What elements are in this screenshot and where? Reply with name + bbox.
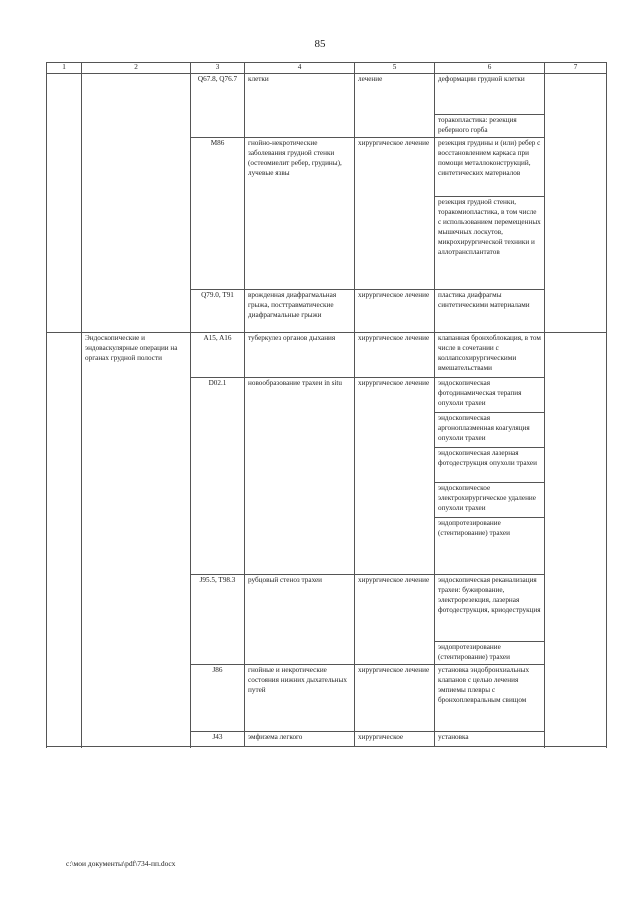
diagnosis-cell: гнойные и некротические состояния нижних дыхательных путей bbox=[245, 665, 355, 732]
treatment-type-cell: хирургическое лечение bbox=[355, 665, 435, 732]
method-cell: резекция грудины и (или) ребер с восстановлением каркаса при помощи металлоконструкций, синтетических материалов bbox=[435, 138, 545, 197]
icd-code-cell: Q79.0, T91 bbox=[191, 290, 245, 333]
treatment-type-cell: хирургическое лечение bbox=[355, 378, 435, 575]
header-cell: 2 bbox=[82, 63, 191, 74]
method-cell: эндоскопическая реканализация трахеи: бужирование, электрорезекция, лазерная фотодеструкция, криодеструкция bbox=[435, 575, 545, 642]
treatment-type-cell: лечение bbox=[355, 74, 435, 138]
icd-code-cell: J86 bbox=[191, 665, 245, 732]
diagnosis-cell: клетки bbox=[245, 74, 355, 138]
header-cell: 5 bbox=[355, 63, 435, 74]
method-cell: эндоскопическая лазерная фотодеструкция опухоли трахеи bbox=[435, 448, 545, 483]
table-row bbox=[47, 333, 607, 378]
icd-code-cell: D02.1 bbox=[191, 378, 245, 575]
col7-cell bbox=[545, 74, 607, 333]
method-cell: торакопластика: резекция реберного горба bbox=[435, 115, 545, 138]
section-title-cell bbox=[82, 74, 191, 333]
icd-code-cell: M86 bbox=[191, 138, 245, 290]
method-cell: эндопротезирование (стентирование) трахеи bbox=[435, 518, 545, 575]
icd-code-cell: Q67.8, Q76.7 bbox=[191, 74, 245, 138]
method-cell: установка bbox=[435, 732, 545, 747]
col7-cell bbox=[545, 333, 607, 747]
diagnosis-cell: гнойно-некротические заболевания грудной стенки (остеомиелит ребер, грудины), лучевые язвы bbox=[245, 138, 355, 290]
icd-code-cell: J95.5, T98.3 bbox=[191, 575, 245, 665]
method-cell: клапанная бронхоблокация, в том числе в сочетании с коллапсохирургическими вмешательствами bbox=[435, 333, 545, 378]
col1-cell bbox=[47, 74, 82, 333]
diagnosis-cell: рубцовый стеноз трахеи bbox=[245, 575, 355, 665]
diagnosis-cell: эмфизема легкого bbox=[245, 732, 355, 747]
icd-code-cell: A15, A16 bbox=[191, 333, 245, 378]
header-row bbox=[47, 63, 607, 74]
treatment-type-cell: хирургическое лечение bbox=[355, 333, 435, 378]
treatment-type-cell: хирургическое лечение bbox=[355, 290, 435, 333]
treatment-type-cell: хирургическое bbox=[355, 732, 435, 747]
page-number: 85 bbox=[314, 38, 326, 50]
diagnosis-cell: туберкулез органов дыхания bbox=[245, 333, 355, 378]
method-cell: эндоскопическая аргоноплазменная коагуляция опухоли трахеи bbox=[435, 413, 545, 448]
col1-cell bbox=[47, 333, 82, 747]
method-cell: резекция грудной стенки, торакомиопластика, в том числе с использованием перемещенных мышечных лоскутов, микрохирургической техники и аллотрансплантатов bbox=[435, 197, 545, 290]
header-cell: 4 bbox=[245, 63, 355, 74]
method-cell: установка эндобронхиальных клапанов с целью лечения эмпиемы плевры с бронхоплевральным свищом bbox=[435, 665, 545, 732]
footer-file-path: c:\мои документы\pdf\734-пп.docx bbox=[66, 859, 176, 868]
method-cell: эндопротезирование (стентирование) трахеи bbox=[435, 642, 545, 665]
header-cell: 7 bbox=[545, 63, 607, 74]
services-table bbox=[46, 62, 607, 747]
method-cell: эндоскопическая фотодинамическая терапия опухоли трахеи bbox=[435, 378, 545, 413]
section-title-cell: Эндоскопические и эндоваскулярные операции на органах грудной полости bbox=[82, 333, 191, 747]
treatment-type-cell: хирургическое лечение bbox=[355, 138, 435, 290]
treatment-type-cell: хирургическое лечение bbox=[355, 575, 435, 665]
diagnosis-cell: врожденная диафрагмальная грыжа, посттравматические диафрагмальные грыжи bbox=[245, 290, 355, 333]
header-cell: 3 bbox=[191, 63, 245, 74]
table-row bbox=[47, 74, 607, 115]
method-cell: пластика диафрагмы синтетическими материалами bbox=[435, 290, 545, 333]
icd-code-cell: J43 bbox=[191, 732, 245, 747]
header-cell: 1 bbox=[47, 63, 82, 74]
header-cell: 6 bbox=[435, 63, 545, 74]
method-cell: эндоскопическое электрохирургическое удаление опухоли трахеи bbox=[435, 483, 545, 518]
diagnosis-cell: новообразование трахеи in situ bbox=[245, 378, 355, 575]
method-cell: деформации грудной клетки bbox=[435, 74, 545, 115]
